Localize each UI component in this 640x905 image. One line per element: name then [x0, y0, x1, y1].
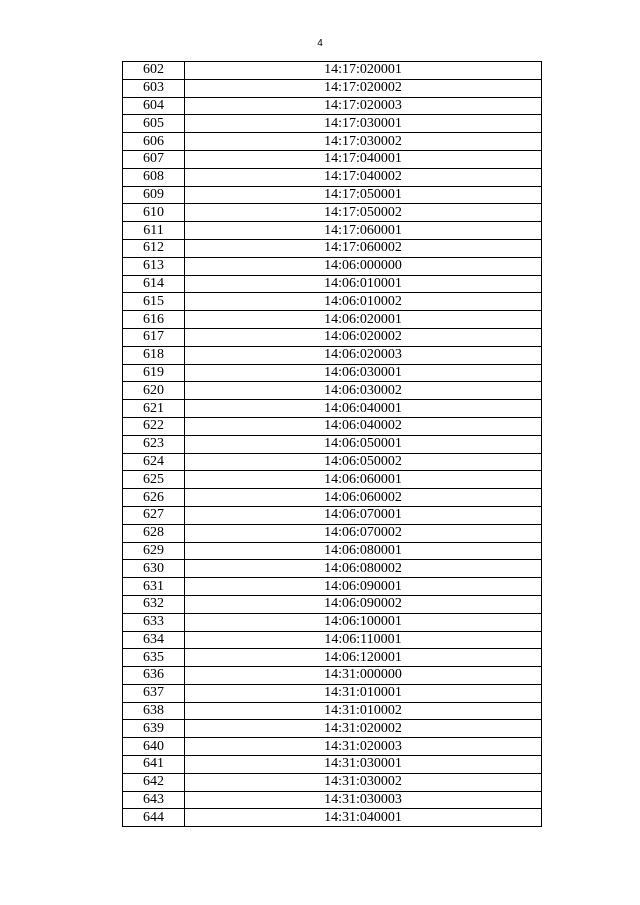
cadastral-code-cell: 14:17:020001: [185, 62, 542, 80]
table-row: [123, 346, 542, 364]
table-row: [123, 542, 542, 560]
table-row: [123, 364, 542, 382]
table-row: [123, 97, 542, 115]
table-row: [123, 311, 542, 329]
table-row: [123, 186, 542, 204]
cadastral-code-cell: 14:06:070002: [185, 524, 542, 542]
row-number-cell: 621: [123, 400, 185, 418]
cadastral-code-cell: 14:31:010001: [185, 684, 542, 702]
table-row: [123, 738, 542, 756]
cadastral-code-cell: 14:17:060001: [185, 222, 542, 240]
cadastral-code-cell: 14:06:010001: [185, 275, 542, 293]
cadastral-code-cell: 14:31:020003: [185, 738, 542, 756]
cadastral-code-cell: 14:31:030001: [185, 756, 542, 774]
cadastral-code-cell: 14:06:020001: [185, 311, 542, 329]
cadastral-code-cell: 14:31:010002: [185, 702, 542, 720]
cadastral-code-cell: 14:17:060002: [185, 239, 542, 257]
row-number-cell: 636: [123, 667, 185, 685]
table-row: [123, 506, 542, 524]
table-row: [123, 204, 542, 222]
cadastral-code-cell: 14:06:030002: [185, 382, 542, 400]
row-number-cell: 638: [123, 702, 185, 720]
table-row: [123, 578, 542, 596]
row-number-cell: 610: [123, 204, 185, 222]
row-number-cell: 635: [123, 649, 185, 667]
cadastral-code-cell: 14:17:040001: [185, 150, 542, 168]
table-row: [123, 649, 542, 667]
row-number-cell: 609: [123, 186, 185, 204]
table-row: [123, 79, 542, 97]
table-row: [123, 631, 542, 649]
cadastral-code-cell: 14:06:060002: [185, 489, 542, 507]
row-number-cell: 625: [123, 471, 185, 489]
cadastral-code-cell: 14:17:050001: [185, 186, 542, 204]
row-number-cell: 629: [123, 542, 185, 560]
cadastral-code-cell: 14:31:020002: [185, 720, 542, 738]
cadastral-code-cell: 14:06:000000: [185, 257, 542, 275]
cadastral-code-cell: 14:17:020002: [185, 79, 542, 97]
row-number-cell: 640: [123, 738, 185, 756]
cadastral-code-cell: 14:31:000000: [185, 667, 542, 685]
table-row: [123, 275, 542, 293]
row-number-cell: 617: [123, 328, 185, 346]
cadastral-code-cell: 14:17:050002: [185, 204, 542, 222]
row-number-cell: 611: [123, 222, 185, 240]
table-row: [123, 257, 542, 275]
row-number-cell: 626: [123, 489, 185, 507]
table-row: [123, 684, 542, 702]
row-number-cell: 608: [123, 168, 185, 186]
table-row: [123, 382, 542, 400]
row-number-cell: 605: [123, 115, 185, 133]
table-row: [123, 435, 542, 453]
cadastral-code-cell: 14:31:030003: [185, 791, 542, 809]
table-row: [123, 720, 542, 738]
table-row: [123, 595, 542, 613]
cadastral-code-cell: 14:06:100001: [185, 613, 542, 631]
cadastral-code-cell: 14:06:050001: [185, 435, 542, 453]
cadastral-code-cell: 14:06:120001: [185, 649, 542, 667]
row-number-cell: 644: [123, 809, 185, 827]
cadastral-code-cell: 14:06:060001: [185, 471, 542, 489]
row-number-cell: 602: [123, 62, 185, 80]
table-row: [123, 115, 542, 133]
row-number-cell: 622: [123, 417, 185, 435]
cadastral-code-cell: 14:17:030001: [185, 115, 542, 133]
table-row: [123, 239, 542, 257]
cadastral-code-cell: 14:06:080001: [185, 542, 542, 560]
table-row: [123, 62, 542, 80]
table-row: [123, 791, 542, 809]
cadastral-code-cell: 14:17:040002: [185, 168, 542, 186]
cadastral-code-cell: 14:06:040001: [185, 400, 542, 418]
table-row: [123, 667, 542, 685]
row-number-cell: 630: [123, 560, 185, 578]
cadastral-code-cell: 14:06:090002: [185, 595, 542, 613]
row-number-cell: 628: [123, 524, 185, 542]
row-number-cell: 637: [123, 684, 185, 702]
table-row: [123, 471, 542, 489]
row-number-cell: 606: [123, 133, 185, 151]
row-number-cell: 618: [123, 346, 185, 364]
row-number-cell: 604: [123, 97, 185, 115]
cadastral-code-cell: 14:06:030001: [185, 364, 542, 382]
row-number-cell: 639: [123, 720, 185, 738]
cadastral-code-cell: 14:06:090001: [185, 578, 542, 596]
table-row: [123, 702, 542, 720]
cadastral-code-cell: 14:06:020003: [185, 346, 542, 364]
row-number-cell: 615: [123, 293, 185, 311]
cadastral-code-cell: 14:06:050002: [185, 453, 542, 471]
table-row: [123, 524, 542, 542]
cadastral-code-cell: 14:06:080002: [185, 560, 542, 578]
table-row: [123, 400, 542, 418]
table-row: [123, 613, 542, 631]
row-number-cell: 620: [123, 382, 185, 400]
cadastral-code-cell: 14:06:040002: [185, 417, 542, 435]
row-number-cell: 613: [123, 257, 185, 275]
row-number-cell: 634: [123, 631, 185, 649]
table-row: [123, 809, 542, 827]
table-row: [123, 133, 542, 151]
table-row: [123, 328, 542, 346]
table-row: [123, 773, 542, 791]
code-table: [122, 61, 542, 827]
row-number-cell: 623: [123, 435, 185, 453]
cadastral-code-cell: 14:06:020002: [185, 328, 542, 346]
table-body: [123, 62, 542, 827]
cadastral-code-cell: 14:31:040001: [185, 809, 542, 827]
row-number-cell: 616: [123, 311, 185, 329]
cadastral-code-cell: 14:17:020003: [185, 97, 542, 115]
cadastral-code-cell: 14:06:010002: [185, 293, 542, 311]
row-number-cell: 641: [123, 756, 185, 774]
table-row: [123, 168, 542, 186]
row-number-cell: 642: [123, 773, 185, 791]
table-row: [123, 489, 542, 507]
cadastral-code-cell: 14:31:030002: [185, 773, 542, 791]
table-row: [123, 293, 542, 311]
cadastral-code-cell: 14:17:030002: [185, 133, 542, 151]
row-number-cell: 619: [123, 364, 185, 382]
row-number-cell: 612: [123, 239, 185, 257]
page-number: 4: [317, 38, 323, 49]
row-number-cell: 614: [123, 275, 185, 293]
table-row: [123, 560, 542, 578]
row-number-cell: 631: [123, 578, 185, 596]
table-row: [123, 756, 542, 774]
row-number-cell: 627: [123, 506, 185, 524]
table-row: [123, 150, 542, 168]
row-number-cell: 632: [123, 595, 185, 613]
row-number-cell: 633: [123, 613, 185, 631]
row-number-cell: 603: [123, 79, 185, 97]
table-row: [123, 417, 542, 435]
table-row: [123, 453, 542, 471]
row-number-cell: 643: [123, 791, 185, 809]
cadastral-code-cell: 14:06:070001: [185, 506, 542, 524]
row-number-cell: 607: [123, 150, 185, 168]
cadastral-code-cell: 14:06:110001: [185, 631, 542, 649]
row-number-cell: 624: [123, 453, 185, 471]
table-row: [123, 222, 542, 240]
